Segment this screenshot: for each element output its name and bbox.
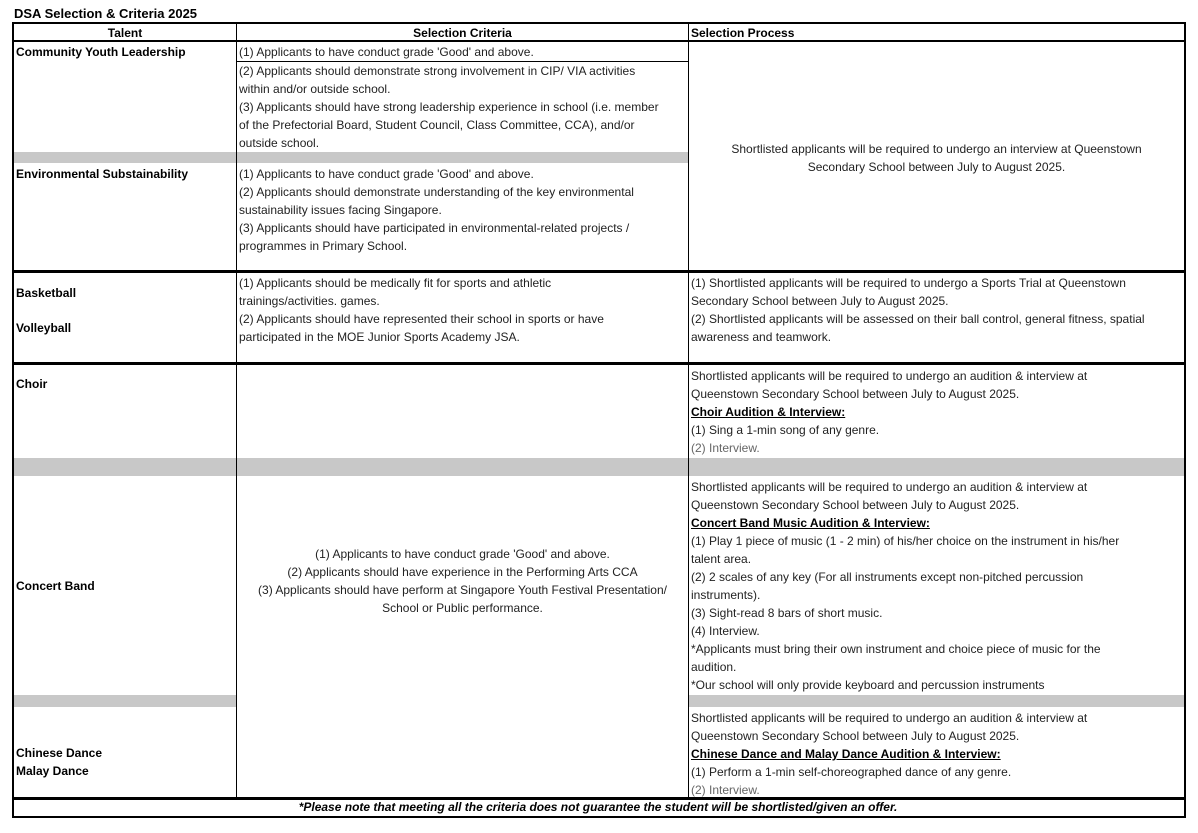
separator-band-4 — [688, 695, 1184, 707]
criteria-environment: (1) Applicants to have conduct grade 'Good' and above. (2) Applicants should demonstrate understanding of the key environmental sustainability issues facing Singapore. (3) Applicants should have participated in environmental-related projects / programmes in Primary School. — [239, 167, 634, 253]
separator-band-1 — [14, 152, 688, 163]
talent-choir: Choir — [16, 377, 48, 391]
talent-basketball: Basketball — [16, 286, 77, 300]
band-audition-heading: Concert Band Music Audition & Interview: — [691, 516, 930, 530]
header-selection-criteria: Selection Criteria — [413, 26, 512, 40]
header-talent: Talent — [107, 26, 143, 40]
process-concert-band: Shortlisted applicants will be required to undergo an audition & interview at Queenstown Secondary School between July to August 2025. Concert Band Music Audition & Interview: (1) Play 1 piece of music (1 - 2 min) of his/her choice on the instrument in his/her talent area. (2) 2 scales of any key (For all instruments except non-pitched percussion instruments). (3) Sight-read 8 bars of short music. (4) Interview. *Applicants must bring their own instrument and choice piece of music for the audition. *Our school will only provide keyboard and percussion instruments — [691, 480, 1120, 692]
process-sports: (1) Shortlisted applicants will be required to undergo a Sports Trial at Queenstown Secondary School between July to August 2025. (2) Shortlisted applicants will be assessed on their ball control, general fitness, spatial awareness and teamwork. — [691, 276, 1145, 344]
dance-audition-heading: Chinese Dance and Malay Dance Audition & Interview: — [691, 747, 1001, 761]
process-dance: Shortlisted applicants will be required to undergo an audition & interview at Queenstown Secondary School between July to August 2025. Chinese Dance and Malay Dance Audition & Interview: (1) Perform a 1-min self-choreographed dance of any genre. (2) Interview. — [691, 711, 1088, 797]
talent-community-youth-leadership: Community Youth Leadership — [16, 45, 186, 59]
criteria-sports: (1) Applicants should be medically fit for sports and athletic trainings/activities. games. (2) Applicants should have represented their school in sports or have participated in the MOE Junior Sports Academy JSA. — [239, 276, 604, 344]
page-title: DSA Selection & Criteria 2025 — [14, 6, 198, 21]
choir-audition-heading: Choir Audition & Interview: — [691, 405, 846, 419]
separator-band-2 — [14, 458, 1184, 476]
criteria-cyl: (1) Applicants to have conduct grade 'Good' and above. (2) Applicants should demonstrate strong involvement in CIP/ VIA activities within and/or outside school. (3) Applicants should have strong leadership experience in school (i.e. member of the Prefectorial Board, Student Council, Class Committee, CCA), and/or outside school. — [239, 45, 659, 150]
separator-band-3 — [14, 695, 236, 707]
talent-chinese-dance: Chinese Dance — [16, 746, 103, 760]
footnote: *Please note that meeting all the criteria does not guarantee the student will be shortlisted/given an offer. — [298, 800, 898, 814]
talent-concert-band: Concert Band — [16, 579, 95, 593]
talent-volleyball: Volleyball — [16, 321, 72, 335]
talent-malay-dance: Malay Dance — [16, 764, 89, 778]
header-selection-process: Selection Process — [691, 26, 795, 40]
criteria-performing-arts: (1) Applicants to have conduct grade 'Good' and above. (2) Applicants should have experience in the Performing Arts CCA (3) Applicants should have perform at Singapore Youth Festival Presentation/ School or Public performance. — [258, 547, 667, 615]
talent-environmental-substainability: Environmental Substainability — [16, 167, 189, 181]
process-choir: Shortlisted applicants will be required to undergo an audition & interview at Queenstown Secondary School between July to August 2025. Choir Audition & Interview: (1) Sing a 1-min song of any genre. (2) Interview. — [691, 369, 1088, 455]
process-interview: Shortlisted applicants will be required to undergo an interview at Queenstown Secondary School between July to August 2025. — [731, 142, 1142, 174]
